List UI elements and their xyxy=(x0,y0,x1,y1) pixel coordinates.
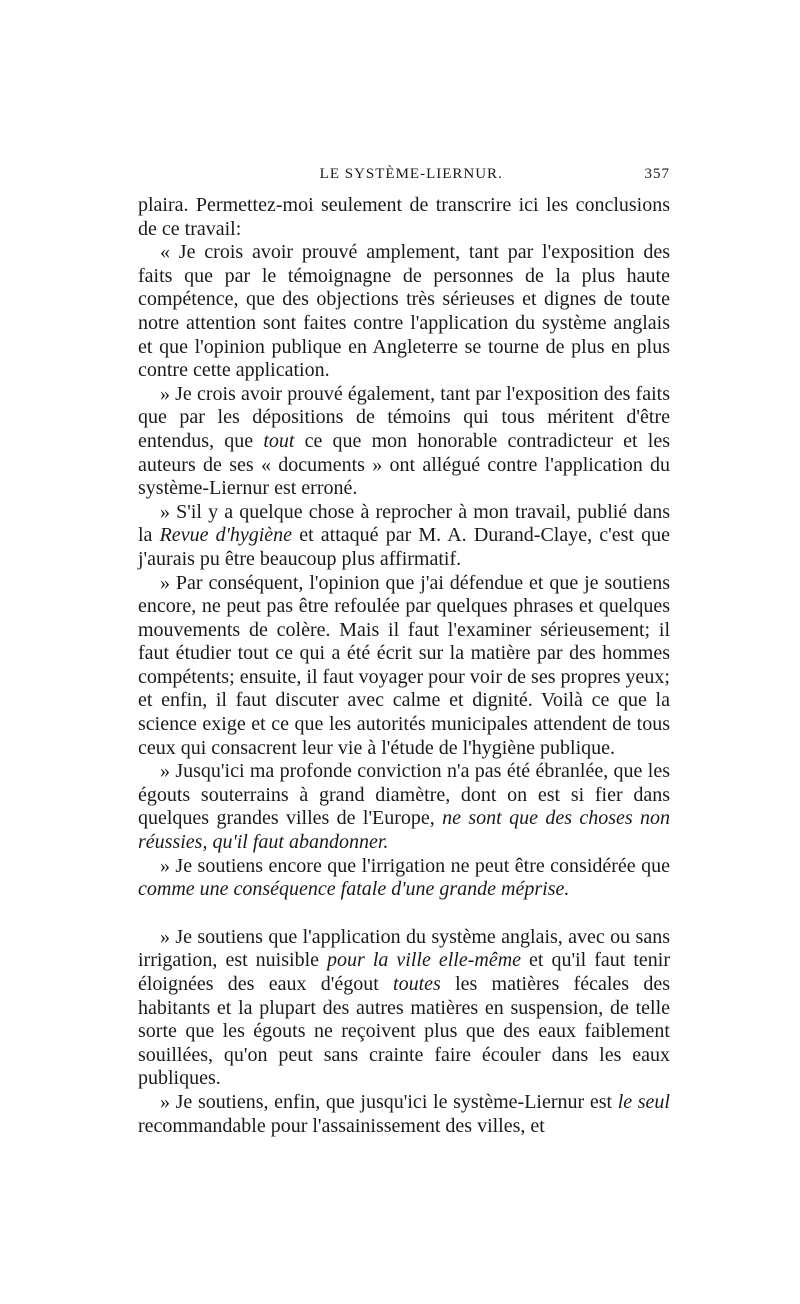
running-title: LE SYSTÈME-LIERNUR. xyxy=(319,166,503,182)
italic-text: le seul xyxy=(617,1090,670,1113)
paragraph xyxy=(138,194,670,241)
text-segment: » Je soutiens que l'application du système anglais, avec ou sans irrigation, est nuisible xyxy=(138,925,670,972)
text-segment: » Je soutiens, enfin, que jusqu'ici le système-Liernur est xyxy=(160,1090,618,1113)
text-segment: plaira. Permettez-moi seulement de transcrire ici les conclusions de ce travail: xyxy=(138,194,670,240)
paragraph xyxy=(138,501,670,572)
paragraph xyxy=(138,241,670,383)
text-segment: » Par conséquent, l'opinion que j'ai défendue et que je soutiens encore, ne peut pas être refoulée par quelques phrases et quelques mouvements de colère. Mais il faut l'examiner sérieusement; il faut étudier tout ce qui a été écrit sur la matière par des hommes compétents; ensuite, il faut voyager pour voir de ses propres yeux; et enfin, il faut discuter avec calme et dignité. Voilà ce que la science exige et ce que les autorités municipales attendent de tous ceux qui consacrent leur vie à l'étude de l'hygiène publique. xyxy=(138,571,670,759)
text-segment: » Je soutiens encore que l'irrigation ne peut être considérée que xyxy=(160,854,670,877)
page-header xyxy=(138,166,670,192)
text-segment: « Je crois avoir prouvé amplement, tant par l'exposition des faits que par le témoignagne de personnes de la plus haute compétence, que des objections très sérieuses et dignes de toute notre attention sont faites contre l'application du système anglais et que l'opinion publique en Angleterre se tourne de plus en plus contre cette application. xyxy=(138,241,670,382)
italic-text: pour la ville elle-même xyxy=(327,949,522,972)
text-segment: » Jusqu'ici ma profonde conviction n'a pas été ébranlée, que les égouts souterrains à grand diamètre, dont on est si fier dans quelques grandes villes de l'Europe, xyxy=(138,760,670,830)
paragraph xyxy=(138,383,670,501)
italic-text: Revue d'hygiène xyxy=(159,524,293,547)
italic-text: ne sont que des choses non réussies, qu'il faut abandonner. xyxy=(138,807,670,854)
paragraph xyxy=(138,1091,670,1138)
book-page xyxy=(138,166,670,1138)
italic-text: tout xyxy=(263,429,295,452)
text-segment: les matières fécales des habitants et la plupart des autres matières en suspension, de telle sorte que les égouts ne reçoivent plus que des eaux faiblement souillées, qu'on peut sans crainte faire écouler dans les eaux publiques. xyxy=(138,973,670,1090)
text-segment: ce que mon honorable contradicteur et les auteurs de ses « documents » ont allégué contre l'application du système-Liernur est erroné. xyxy=(138,429,670,500)
paragraph xyxy=(138,855,670,902)
text-segment: et qu'il faut tenir éloignées des eaux d'égout xyxy=(138,949,670,995)
text-segment: et attaqué par M. A. Durand-Claye, c'est que j'aurais pu être beaucoup plus affirmatif. xyxy=(138,524,671,570)
paragraph xyxy=(138,572,670,761)
italic-text: toutes xyxy=(393,973,441,995)
text-segment: » Je crois avoir prouvé également, tant par l'exposition des faits que par les dépositions de témoins qui tous méritent d'être entendus, que xyxy=(138,382,670,452)
paragraph xyxy=(138,926,670,1091)
body-text xyxy=(138,194,670,1138)
text-segment: » S'il y a quelque chose à reprocher à mon travail, publié dans la xyxy=(138,500,670,547)
paragraph xyxy=(138,760,670,854)
text-segment: recommandable pour l'assainissement des villes, et xyxy=(138,1114,545,1137)
italic-text: comme une conséquence fatale d'une grande méprise. xyxy=(138,878,570,901)
page-number: 357 xyxy=(644,166,670,182)
